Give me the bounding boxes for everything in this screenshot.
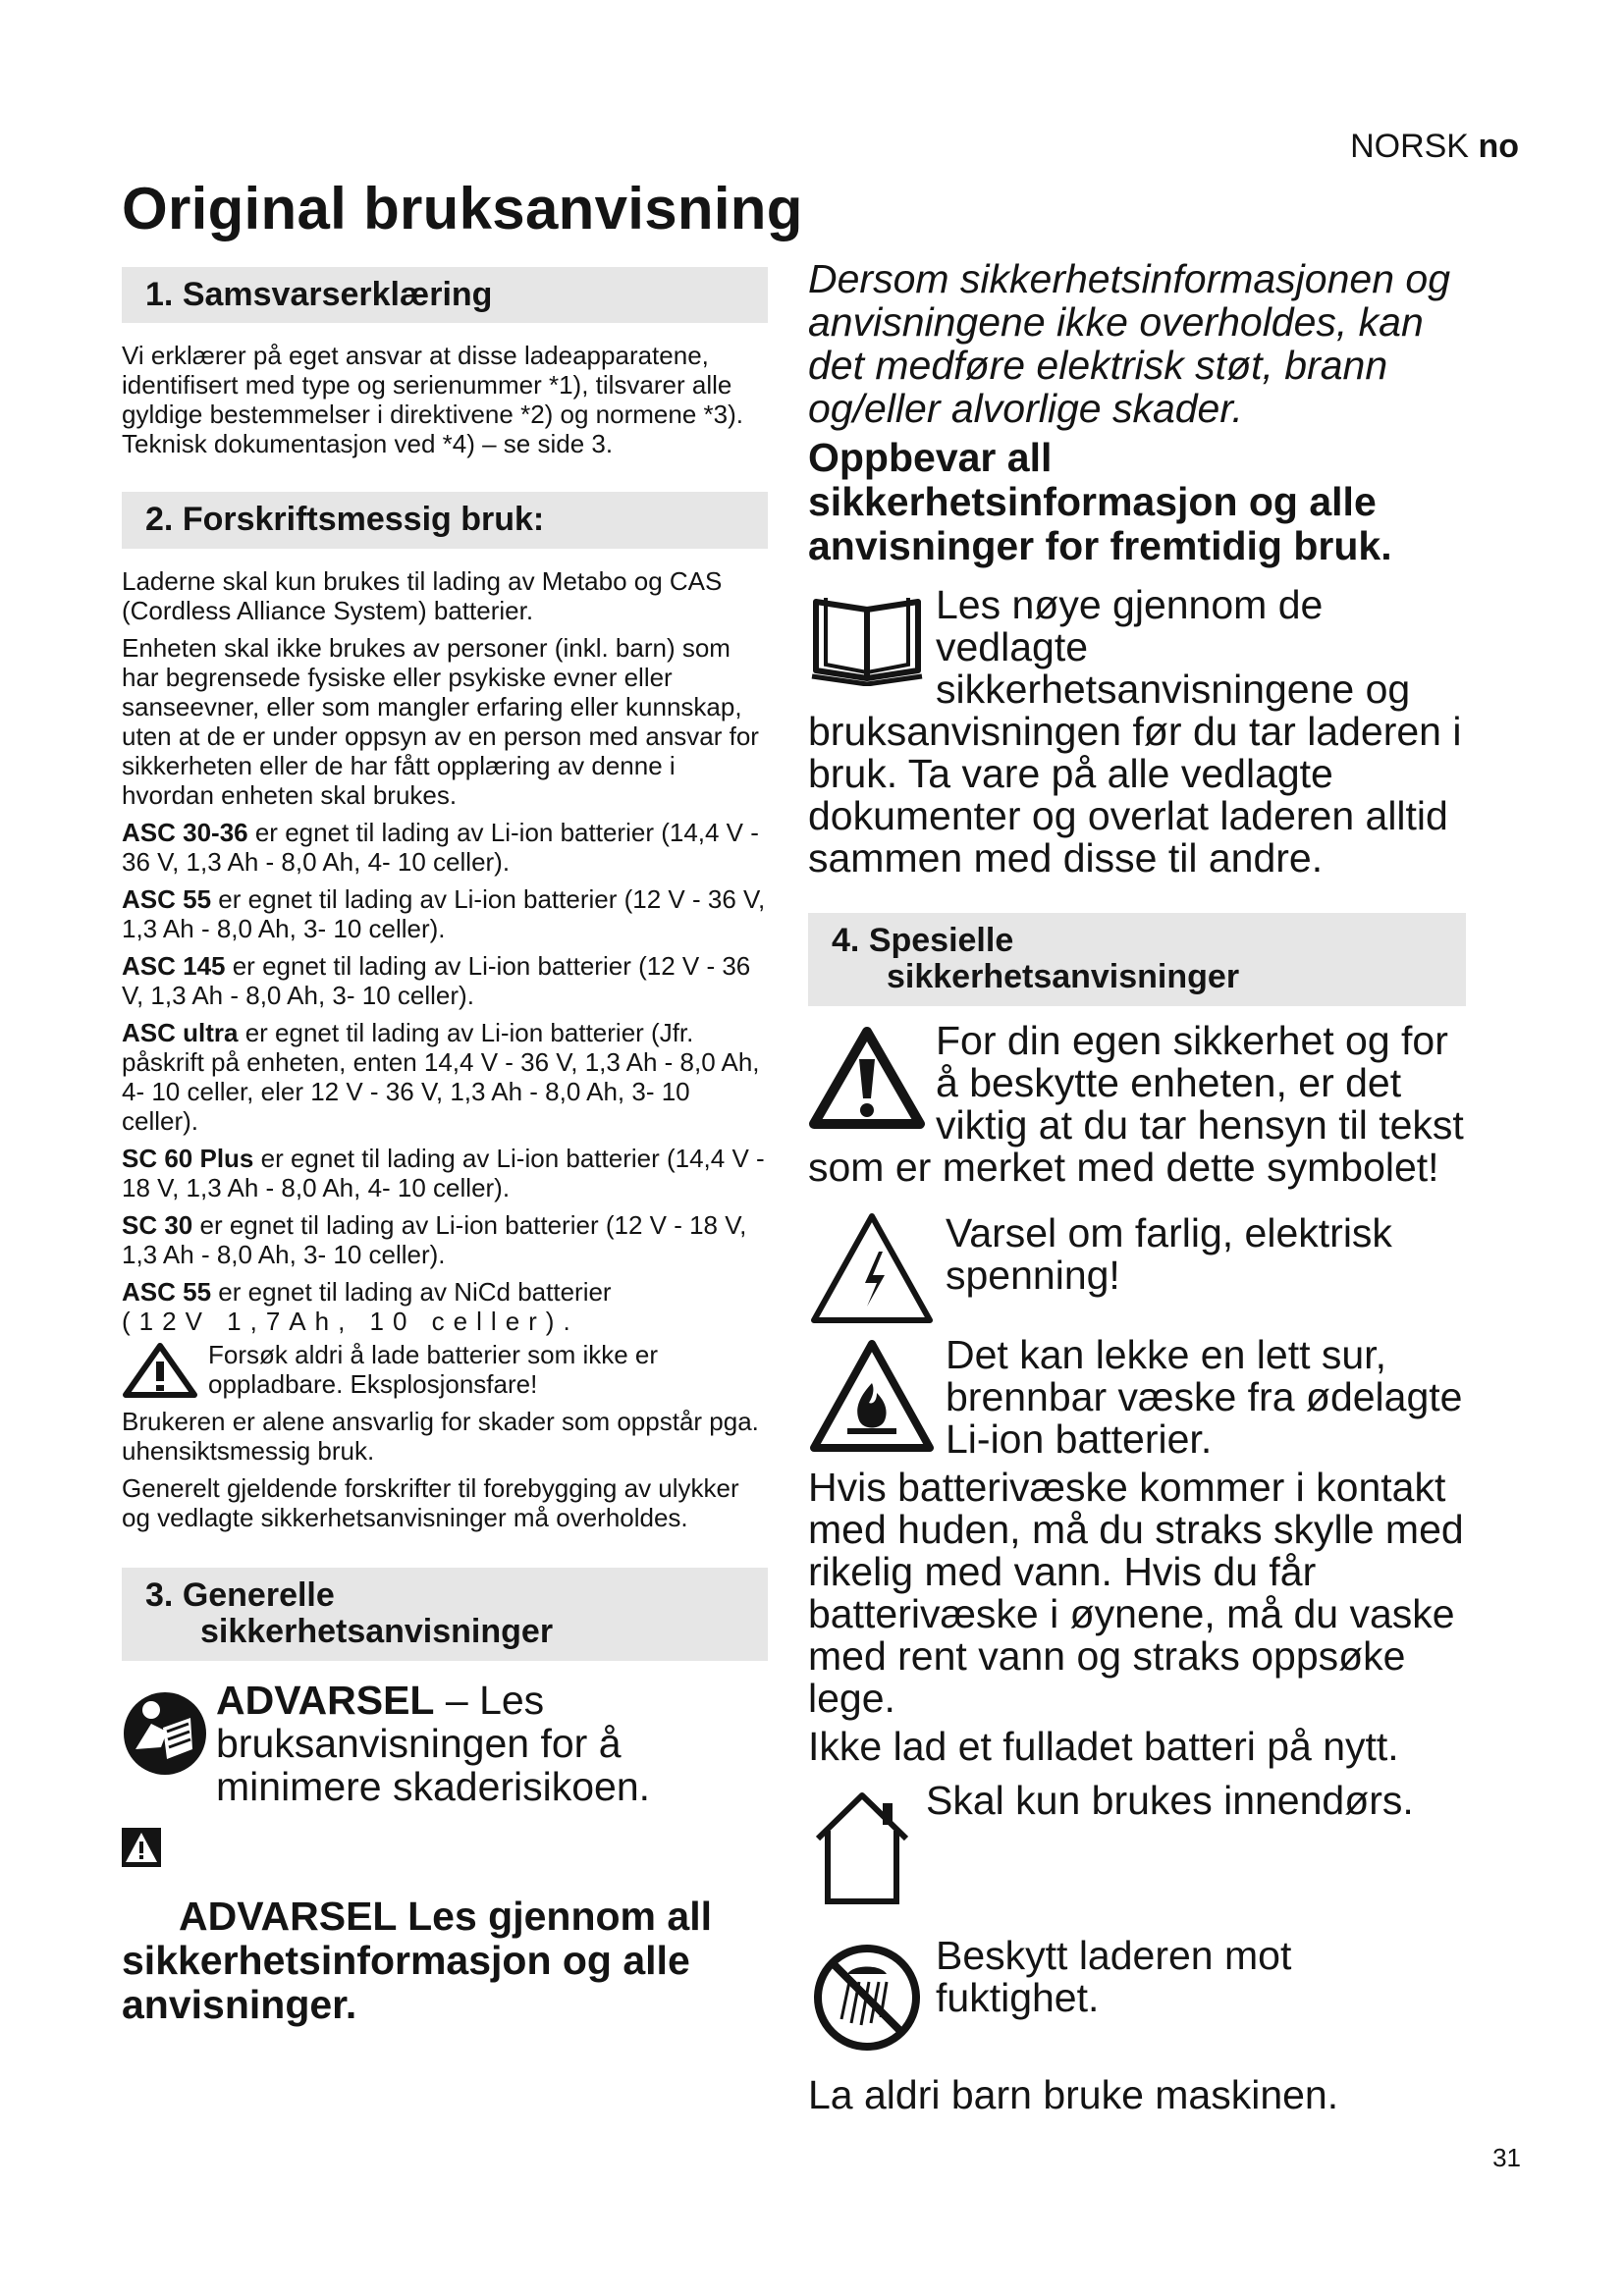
advarsel-read-all-text-left	[122, 1895, 780, 2027]
model-sc-60-plus: SC 60 Plus er egnet til lading av Li-ion batterier (14,4 V - 18 V, 1,3 Ah - 8,0 Ah, 4- 10 celler).	[122, 1143, 765, 1202]
model-asc-55-nicd: ASC 55 er egnet til lading av NiCd batterier (12V 1,7Ah, 10 celler).	[122, 1276, 612, 1336]
page-title: Original bruksanvisning	[122, 176, 803, 241]
language-label	[1350, 128, 1519, 166]
moisture-block	[808, 1932, 1466, 2062]
usage-paragraph-1: Laderne skal kun brukes til lading av Metabo og CAS (Cordless Alliance System) batterier.	[122, 565, 723, 625]
skin-contact-text: Hvis batterivæske kommer i kontakt med huden, må du straks skylle med rikelig med vann. Hvis du får batterivæske i øynene, må du vaske med rent vann og straks oppsøke lege.	[808, 1464, 1464, 1721]
explosion-warning-text: Forsøk aldri å lade batterier som ikke er oppladbare. Eksplosjonsfare!	[208, 1339, 659, 1399]
advarsel-read-all-consequences: Dersom sikkerhetsinformasjonen og anvisningene ikke overholdes, kan det medføre elektrisk støt, brann og/eller alvorlige skader.	[808, 256, 1450, 431]
attention-triangle-icon	[808, 1024, 926, 1132]
moisture-text: Beskytt laderen mot fuktighet.	[936, 1932, 1292, 2020]
language-code: no	[1478, 128, 1519, 165]
voltage-warning-icon	[808, 1210, 936, 1326]
advarsel-read-manual	[122, 1679, 768, 1808]
advarsel-read-all-bold: ADVARSEL Les gjennom all sikkerhetsinformasjon og alle anvisninger.	[122, 1894, 712, 2027]
usage-paragraph-2: Enheten skal ikke brukes av personer (inkl. barn) som har begrensede fysiske eller psykiske evner eller sanseevner, eller som mangler erfaring eller kunnskap, uten at de er under oppsyn av en person med ansvar for sikkerheten eller de har fått opplæring av denne i hvordan enheten skal brukes.	[122, 632, 759, 810]
right-column	[808, 257, 1466, 2116]
model-asc-ultra: ASC ultra er egnet til lading av Li-ion batterier (Jfr. påskrift på enheten, enten 14,4 V - 36 V, 1,3 Ah - 8,0 Ah, 4- 10 celler, eler 12 V - 36 V, 1,3 Ah - 8,0 Ah, 3- 10 celler).	[122, 1017, 760, 1136]
warning-square-icon	[122, 1828, 161, 1867]
leak-text: Det kan lekke en lett sur, brennbar væske fra ødelagte Li-ion batterier.	[946, 1331, 1463, 1462]
children-text: La aldri barn bruke maskinen.	[808, 2071, 1339, 2117]
explosion-warning	[122, 1340, 768, 1399]
section-3-heading: 3. Generelle sikkerhetsanvisninger	[122, 1568, 768, 1661]
language-name: NORSK	[1350, 128, 1469, 165]
attention-block	[808, 1017, 1466, 1190]
attention-text: For din egen sikkerhet og for å beskytte enheten, er det viktig at du tar hensyn til tekst som er merket med dette symbolet!	[808, 1017, 1464, 1190]
usage-paragraph-3: Brukeren er alene ansvarlig for skader som oppstår pga. uhensiktsmessig bruk.	[122, 1406, 759, 1466]
advarsel-read-all	[122, 1820, 768, 1867]
model-asc-145: ASC 145 er egnet til lading av Li-ion batterier (12 V - 36 V, 1,3 Ah - 8,0 Ah, 3- 10 celler).	[122, 950, 751, 1010]
keep-instructions: Oppbevar all sikkerhetsinformasjon og alle anvisninger for fremtidig bruk.	[808, 435, 1392, 568]
read-documents-block	[808, 584, 1466, 880]
page-number: 31	[1492, 2143, 1521, 2172]
model-asc-55: ASC 55 er egnet til lading av Li-ion batterier (12 V - 36 V, 1,3 Ah - 8,0 Ah, 3- 10 celler).	[122, 883, 766, 943]
read-documents-text: Les nøye gjennom de vedlagte sikkerhetsanvisningene og bruksanvisningen før du tar laderen i bruk. Ta vare på alle vedlagte dokumenter og overlat laderen alltid sammen med disse til andre.	[808, 582, 1462, 881]
book-icon	[808, 588, 926, 686]
voltage-block	[808, 1206, 1466, 1297]
indoor-block	[808, 1777, 1466, 1927]
section-4-heading: 4. Spesielle sikkerhetsanvisninger	[808, 913, 1466, 1006]
voltage-text: Varsel om farlig, elektrisk spenning!	[946, 1209, 1392, 1298]
model-sc-30: SC 30 er egnet til lading av Li-ion batterier (12 V - 18 V, 1,3 Ah - 8,0 Ah, 3- 10 celler).	[122, 1209, 747, 1269]
read-manual-icon	[122, 1688, 208, 1779]
left-column	[122, 267, 768, 1867]
no-full-charge-text: Ikke lad et fulladet batteri på nytt.	[808, 1723, 1399, 1769]
house-icon	[808, 1784, 916, 1907]
no-moisture-icon	[808, 1939, 926, 2056]
section-1-heading: 1. Samsvarserklæring	[122, 267, 768, 323]
warning-triangle-icon	[122, 1342, 198, 1399]
model-asc-30-36: ASC 30-36 er egnet til lading av Li-ion batterier (14,4 V - 36 V, 1,3 Ah - 8,0 Ah, 4- 10 celler).	[122, 817, 759, 877]
declaration-text: Vi erklærer på eget ansvar at disse ladeapparatene, identifisert med type og serienummer *1), tilsvarer alle gyldige bestemmelser i direktivene *2) og normene *3). Teknisk dokumentasjon ved *4) – se side 3.	[122, 341, 743, 459]
advarsel-read-manual-text: ADVARSEL – Les bruksanvisningen for å minimere skaderisikoen.	[216, 1677, 651, 1809]
leak-block	[808, 1331, 1466, 1462]
indoor-text: Skal kun brukes innendørs.	[926, 1777, 1414, 1823]
flammable-icon	[808, 1338, 936, 1454]
usage-paragraph-4: Generelt gjeldende forskrifter til forebygging av ulykker og vedlagte sikkerhetsanvisninger må overholdes.	[122, 1472, 739, 1532]
section-2-heading: 2. Forskriftsmessig bruk:	[122, 492, 768, 548]
